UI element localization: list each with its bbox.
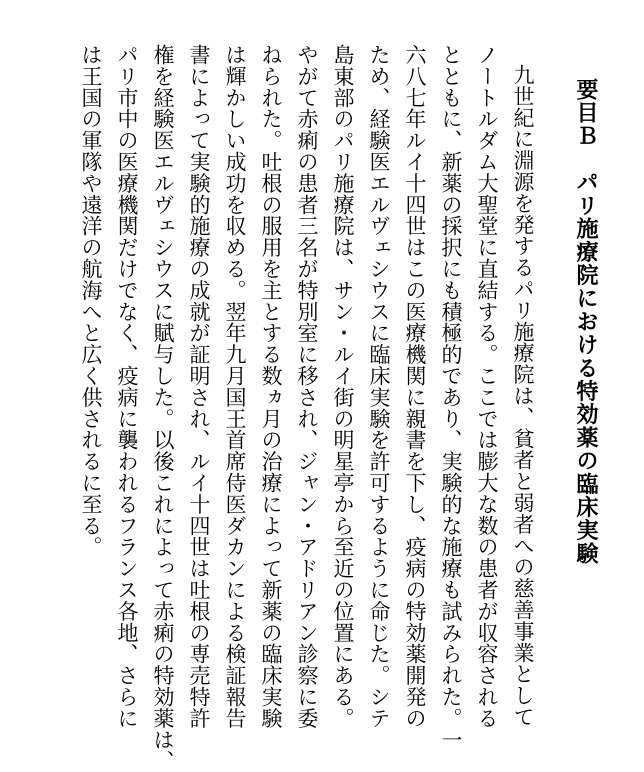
body-line-10: 書によって実験的施療の成就が証明され、ルイ十四世は吐根の専売特許 bbox=[187, 44, 211, 729]
body-line-6: 島東部のパリ施療院は、サン・ルイ街の明星亭から至近の位置にある。 bbox=[331, 44, 355, 729]
body-line-11: 権を経験医エルヴェシウスに賦与した。以後これによって赤痢の特効薬は、 bbox=[151, 44, 175, 772]
body-line-12: パリ市中の医療機関だけでなく、疫病に襲われるフランス各地、さらに bbox=[115, 44, 139, 729]
body-line-9: は輝かしい成功を収める。翌年九月国王首席侍医ダカンによる検証報告 bbox=[223, 44, 247, 729]
body-line-8: ねられた。吐根の服用を主とする数ヵ月の治療によって新薬の臨床実験 bbox=[259, 44, 283, 729]
document-title: 要目Ｂ パリ施療院における特効薬の臨床実験 bbox=[573, 78, 599, 566]
body-line-13: は王国の軍隊や遠洋の航海へと広く供されるに至る。 bbox=[79, 44, 103, 558]
body-line-4: 六八七年ルイ十四世はこの医療機関に親書を下し、疫病の特効薬開発の bbox=[403, 44, 427, 729]
body-line-5: ため、経験医エルヴェシウスに臨床実験を許可するように命じた。シテ bbox=[367, 44, 391, 729]
body-line-7: やがて赤痢の患者三名が特別室に移され、ジャン・アドリアン診察に委 bbox=[295, 44, 319, 729]
body-line-3: とともに、新薬の採択にも積極的であり、実験的な施療も試みられた。一 bbox=[439, 44, 463, 751]
body-line-2: ノートルダム大聖堂に直結する。ここでは膨大な数の患者が収容される bbox=[475, 44, 499, 729]
body-line-1: 九世紀に淵源を発するパリ施療院は、貧者と弱者への慈善事業として bbox=[511, 64, 535, 728]
